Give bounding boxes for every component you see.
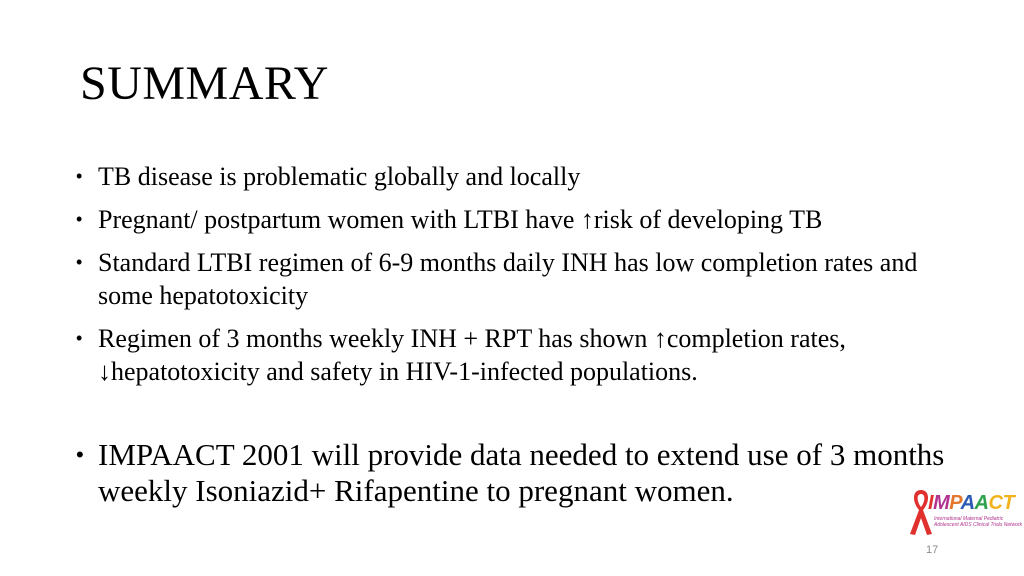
bullet-text: Regimen of 3 months weekly INH + RPT has shown ↑completion rates, ↓hepatotoxicity and safety in HIV-1-infected populations. (98, 324, 846, 386)
bullet-dot: • (76, 328, 83, 348)
logo-subtitle: International Maternal Pediatric Adolescent AIDS Clinical Trials Network (934, 516, 1023, 528)
logo-letter: A (974, 492, 989, 514)
bullet-dot: • (76, 209, 83, 229)
bullet-item (74, 322, 954, 388)
bullet-text: Pregnant/ postpartum women with LTBI have ↑risk of developing TB (98, 205, 823, 234)
bullet-dot: • (76, 442, 84, 467)
logo-letter: CT (988, 492, 1015, 514)
bullet-item (74, 160, 954, 193)
logo-letter: P (949, 492, 961, 514)
bullet-item (74, 246, 954, 312)
logo-letter: I (928, 492, 934, 514)
bullet-dot: • (76, 166, 83, 186)
impaact-logo (906, 486, 1023, 538)
logo-letter: M (933, 492, 950, 514)
bullet-item (74, 203, 954, 236)
highlight-bullet (74, 437, 978, 509)
slide-title: SUMMARY (80, 57, 329, 110)
logo-wordmark (928, 492, 1014, 515)
bullet-text: Standard LTBI regimen of 6-9 months daily INH has low completion rates and some hepatotoxicity (98, 248, 918, 310)
bullet-list (74, 160, 954, 398)
bullet-text: TB disease is problematic globally and locally (98, 162, 581, 191)
logo-letter: A (960, 492, 975, 514)
highlight-text: IMPAACT 2001 will provide data needed to extend use of 3 months weekly Isoniazid+ Rifapentine to pregnant women. (98, 437, 945, 508)
page-number: 17 (926, 544, 939, 556)
bullet-dot: • (76, 252, 83, 272)
